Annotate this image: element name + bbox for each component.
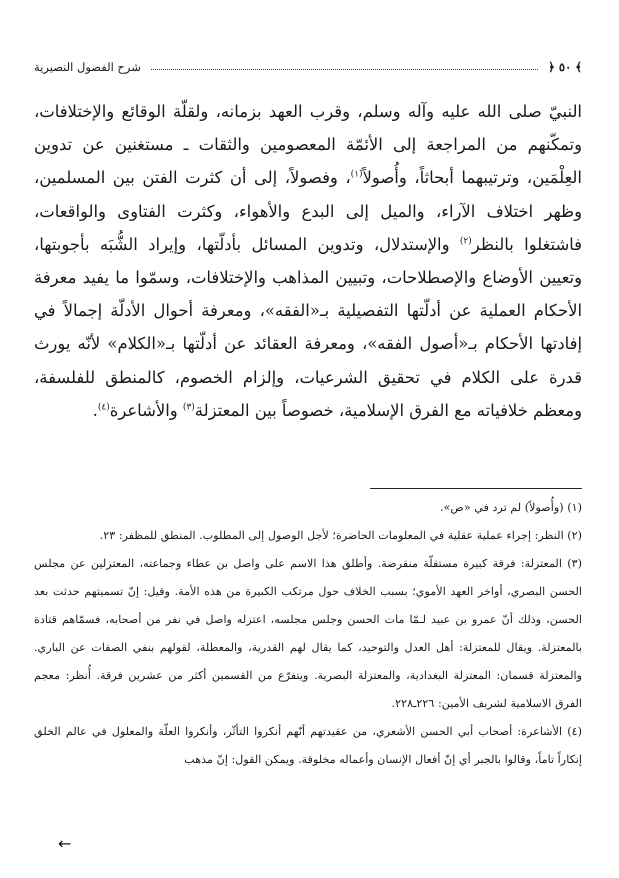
footnote-ref-3[interactable]: (٣) — [182, 402, 195, 413]
header-dot-leader — [151, 69, 538, 70]
footnote-2: (٢) النظر: إجراء عملية عقلية في المعلومات الحاضرة؛ لأجل الوصول إلى المطلوب. المنطق للمظفر: ٢٣. — [99, 529, 582, 542]
running-header — [34, 56, 582, 78]
text-segment: النبيّ صلى الله عليه وآله وسلم، وقرب العهد بزمانه، ولقلّة الوقائع والإختلافات، وتمكّنهم من المراجعة إلى الأئمّة المعصومين والثقات ـ مستغنين عن تدوين العِلْمَين، وترتيبهما أبحاثاً، وأُصولاً — [34, 102, 582, 188]
footnotes — [34, 494, 582, 774]
footnote-3: (٣) المعتزلة: فرقة كبيرة مستقلّة منقرضة. وأطلق هذا الاسم على واصل بن عطاء وجماعته، المعتزلين عن مجلس الحسن البصري، أواخر العهد الأموي؛ بسبب الخلاف حول مرتكب الكبيرة من هذه الأمة. وقيل: إنّ تسميتهم حدثت بعد الحسن، وذلك أنّ عمرو بن عبيد لـمّا مات الحسن وجلس مجلسه، اعتزله واصل في نفر من أصحابه، فسمّاهم قتادة بالمعتزلة. ويقال للمعتزلة: أهل العدل والتوحيد، كما يقال لهم القدرية، والمعطلة، لقولهم بنفي الصفات عن الباري. والمعتزلة قسمان: المعتزلة البغدادية، والمعتزلة البصرية. ويتفرّع من القسمين أكثر من عشرين فرقة. أُنظر: معجم الفرق الاسلامية لشريف الأمين: ٢٢٦ـ٢٢٨. — [34, 557, 582, 710]
footnote-separator — [370, 488, 582, 489]
main-text — [34, 95, 582, 427]
page-number: ﴾ ٥٠ ﴿ — [548, 60, 582, 74]
main-paragraph — [34, 95, 582, 427]
footnote-4: (٤) الأشاعرة: أصحاب أبي الحسن الأشعري، من عقيدتهم أنّهم أنكروا التأثّر، وأنكروا العلّة والمعلول في عالم الخلق إنكاراً تاماً، وقالوا بالجبر أي إنّ أفعال الإنسان وأعماله مخلوقة. ويمكن القول: إنّ مذهب — [34, 725, 582, 766]
footnote-ref-4[interactable]: (٤) — [97, 402, 110, 413]
footnote-1: (١) (وأُصولاً) لم ترد في «ص». — [439, 501, 582, 514]
book-title: شرح الفصول النصيرية — [34, 60, 141, 74]
continuation-arrow-icon: ← — [58, 834, 72, 853]
text-segment: والأشاعرة — [109, 400, 183, 420]
text-segment: . — [92, 400, 98, 420]
text-segment: ، وفصولاً، إلى أن كثرت الفتن بين المسلمين، وظهر اختلاف الآراء، والميل إلى البدع والأهواء، وكثرت الفتاوى والواقعات، فاشتغلوا بالنظر — [34, 168, 583, 254]
footnote-ref-1[interactable]: (١) — [350, 169, 363, 180]
text-segment: والإستدلال، وتدوين المسائل بأدلّتها، وإيراد الشُّبَه بأجوبتها، وتعيين الأوضاع والإصطلاحات، وتبيين المذاهب والإختلافات، وسمّوا ما يفيد معرفة الأحكام العملية عن أدلّتها التفصيلية بـ«الفقه»، ومعرفة أحوال الأدلّة إجمالاً في إفادتها الأحكام بـ«أصول الفقه»، ومعرفة العقائد عن أدلّتها بـ«الكلام» لأنّه يورث قدرة على الكلام في تحقيق الشرعيات، وإلزام الخصوم، كالمنطق للفلسفة، ومعظم خلافياته مع الفرق الإسلامية، خصوصاً بين المعتزلة — [34, 234, 582, 420]
footnote-ref-2[interactable]: (٢) — [459, 236, 472, 247]
